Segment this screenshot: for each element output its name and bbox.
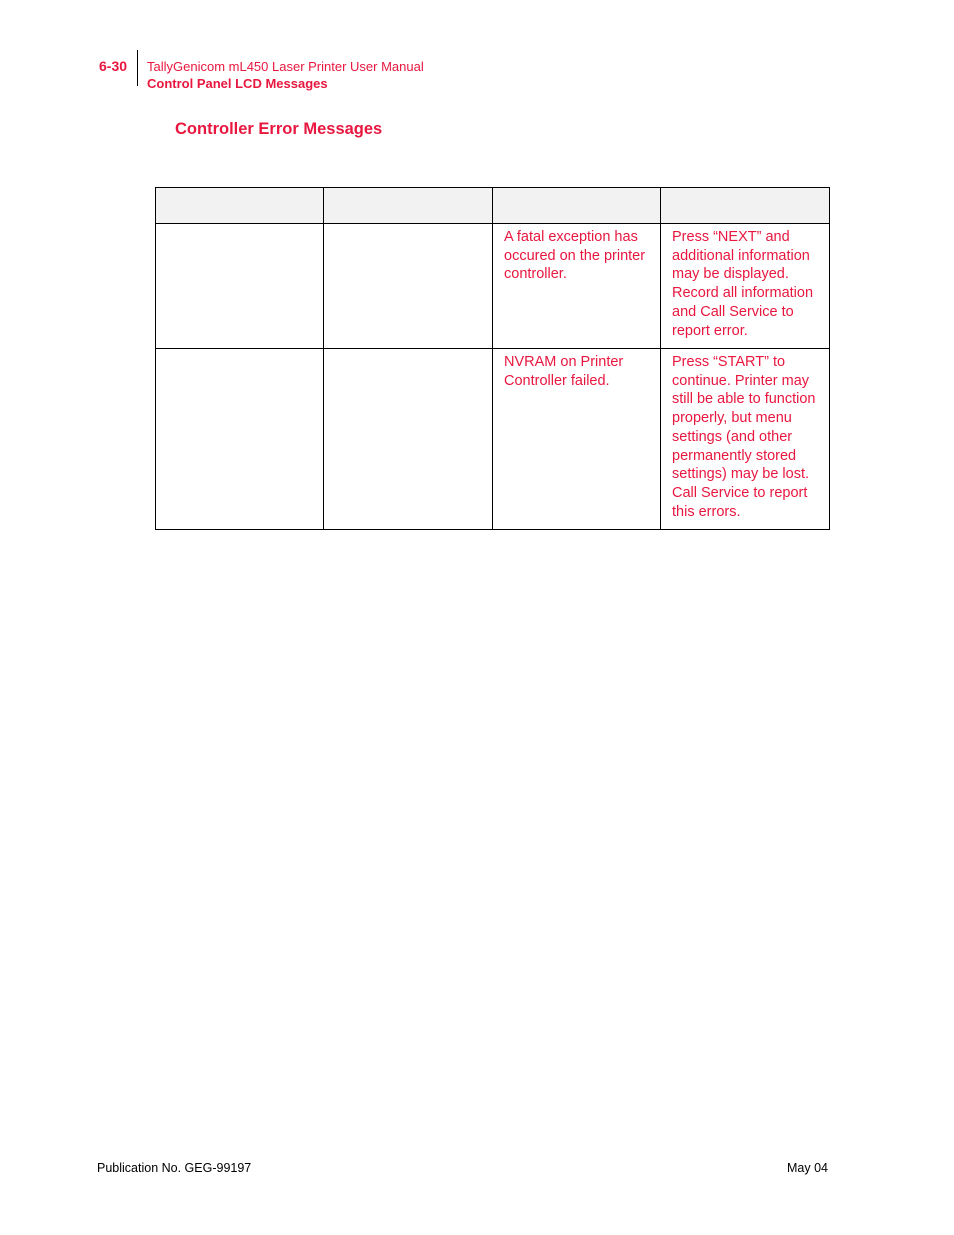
table-cell [156, 349, 324, 530]
column-header-1 [156, 188, 324, 224]
controller-error-table [155, 187, 830, 530]
table-cell [324, 224, 493, 349]
table-header-row [156, 188, 830, 224]
publication-number: Publication No. GEG-99197 [97, 1161, 252, 1175]
table-cell [156, 224, 324, 349]
table-cell [324, 349, 493, 530]
manual-title: TallyGenicom mL450 Laser Printer User Manual [147, 59, 424, 74]
publication-date: May 04 [787, 1161, 828, 1175]
section-title: Control Panel LCD Messages [147, 76, 328, 91]
error-description-cell: NVRAM on Printer Controller failed. [493, 349, 661, 530]
page-number: 6-30 [99, 58, 128, 74]
table-row [156, 224, 830, 349]
error-action-cell: Press “START” to continue. Printer may still be able to function properly, but menu settings (and other permanently stored settings) may be lost. Call Service to report this errors. [661, 349, 830, 530]
section-heading: Controller Error Messages [175, 120, 383, 138]
error-action-cell: Press “NEXT” and additional information may be displayed. Record all information and Call Service to report error. [661, 224, 830, 349]
table-row [156, 349, 830, 530]
error-description-cell: A fatal exception has occured on the printer controller. [493, 224, 661, 349]
header-divider [137, 50, 138, 86]
column-header-3 [493, 188, 661, 224]
column-header-4 [661, 188, 830, 224]
column-header-2 [324, 188, 493, 224]
